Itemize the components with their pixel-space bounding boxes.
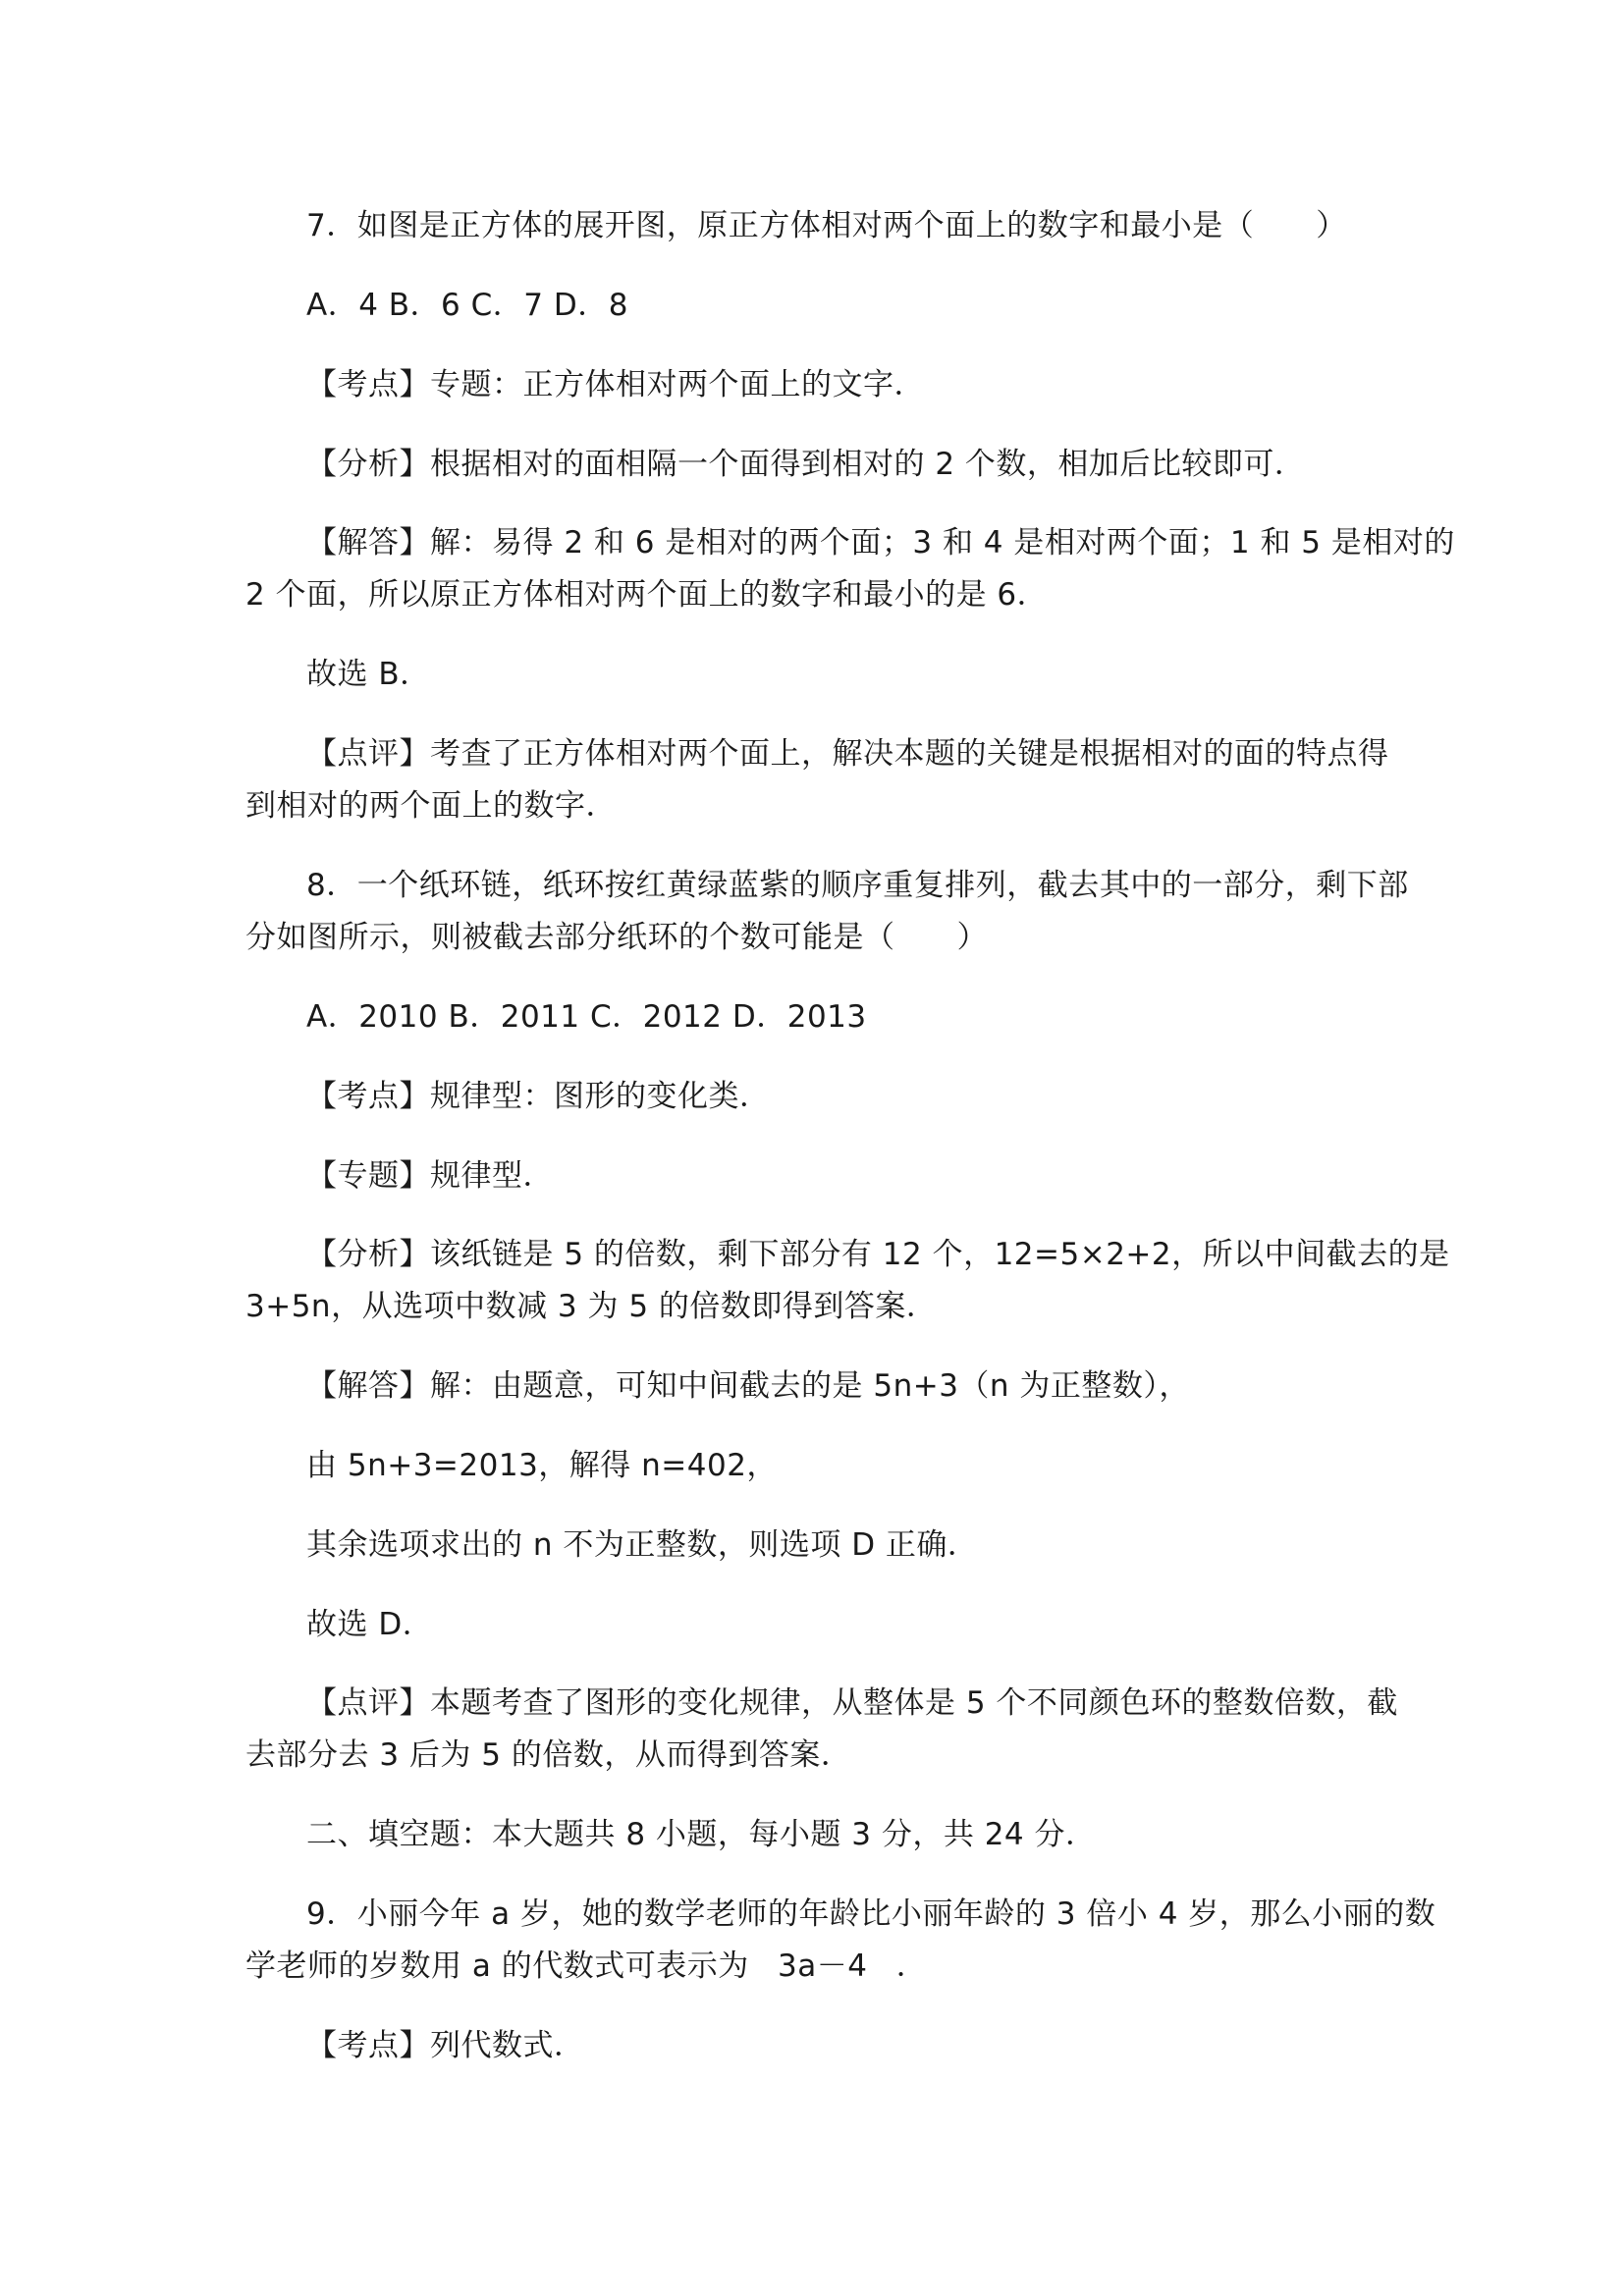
question-9-stem-text: 学老师的岁数用 a 的代数式可表示为 — [245, 1949, 749, 1984]
question-7-analysis: 【分析】根据相对的面相隔一个面得到相对的 2 个数，相加后比较即可． — [306, 447, 1306, 482]
question-8-choice: 故选 D． — [306, 1607, 434, 1642]
question-8-knowledge-point: 【考点】规律型：图形的变化类． — [306, 1079, 771, 1114]
question-8-comment-line-2: 去部分去 3 后为 5 的倍数，从而得到答案． — [245, 1737, 852, 1773]
question-8-solution-line-2: 由 5n+3=2013，解得 n=402， — [306, 1448, 778, 1483]
question-9-stem-line-2 — [245, 1947, 927, 1986]
question-8-stem-line-1: 8．一个纸环链，纸环按红黄绿蓝紫的顺序重复排列，截去其中的一部分，剩下部 — [306, 868, 1409, 903]
question-8-stem-line-2: 分如图所示，则被截去部分纸环的个数可能是（ ） — [245, 920, 988, 955]
question-7-stem: 7．如图是正方体的展开图，原正方体相对两个面上的数字和最小是（ ） — [306, 208, 1347, 243]
question-8-options: A．2010 B．2011 C．2012 D．2013 — [306, 999, 867, 1035]
question-7-solution-line-1: 【解答】解：易得 2 和 6 是相对的两个面；3 和 4 是相对两个面；1 和 5 是相对的 — [306, 525, 1455, 561]
section-2-heading: 二、填空题：本大题共 8 小题，每小题 3 分，共 24 分． — [306, 1817, 1097, 1852]
question-8-analysis-line-1: 【分析】该纸链是 5 的倍数，剩下部分有 12 个，12=5×2+2，所以中间截去的是 — [306, 1237, 1450, 1272]
question-9-answer: 3a－4 — [777, 1949, 868, 1984]
question-9-stem-line-1: 9．小丽今年 a 岁，她的数学老师的年龄比小丽年龄的 3 倍小 4 岁，那么小丽的数 — [306, 1896, 1436, 1932]
question-7-comment-line-2: 到相对的两个面上的数字． — [245, 788, 617, 824]
question-7-solution-line-2: 2 个面，所以原正方体相对两个面上的数字和最小的是 6． — [245, 577, 1049, 613]
question-9-period: ． — [895, 1949, 928, 1984]
question-8-analysis-line-2: 3+5n，从选项中数减 3 为 5 的倍数即得到答案． — [245, 1289, 938, 1324]
question-7-options: A．4 B．6 C．7 D．8 — [306, 288, 628, 323]
question-8-topic: 【专题】规律型． — [306, 1158, 554, 1194]
question-8-comment-line-1: 【点评】本题考查了图形的变化规律，从整体是 5 个不同颜色环的整数倍数，截 — [306, 1685, 1398, 1721]
question-7-comment-line-1: 【点评】考查了正方体相对两个面上，解决本题的关键是根据相对的面的特点得 — [306, 736, 1389, 772]
question-8-solution-line-3: 其余选项求出的 n 不为正整数，则选项 D 正确． — [306, 1527, 979, 1563]
question-7-knowledge-point: 【考点】专题：正方体相对两个面上的文字． — [306, 367, 925, 402]
question-9-knowledge-point: 【考点】列代数式． — [306, 2028, 585, 2063]
question-7-choice: 故选 B． — [306, 657, 431, 692]
question-8-solution-line-1: 【解答】解：由题意，可知中间截去的是 5n+3（n 为正整数）， — [306, 1368, 1190, 1404]
